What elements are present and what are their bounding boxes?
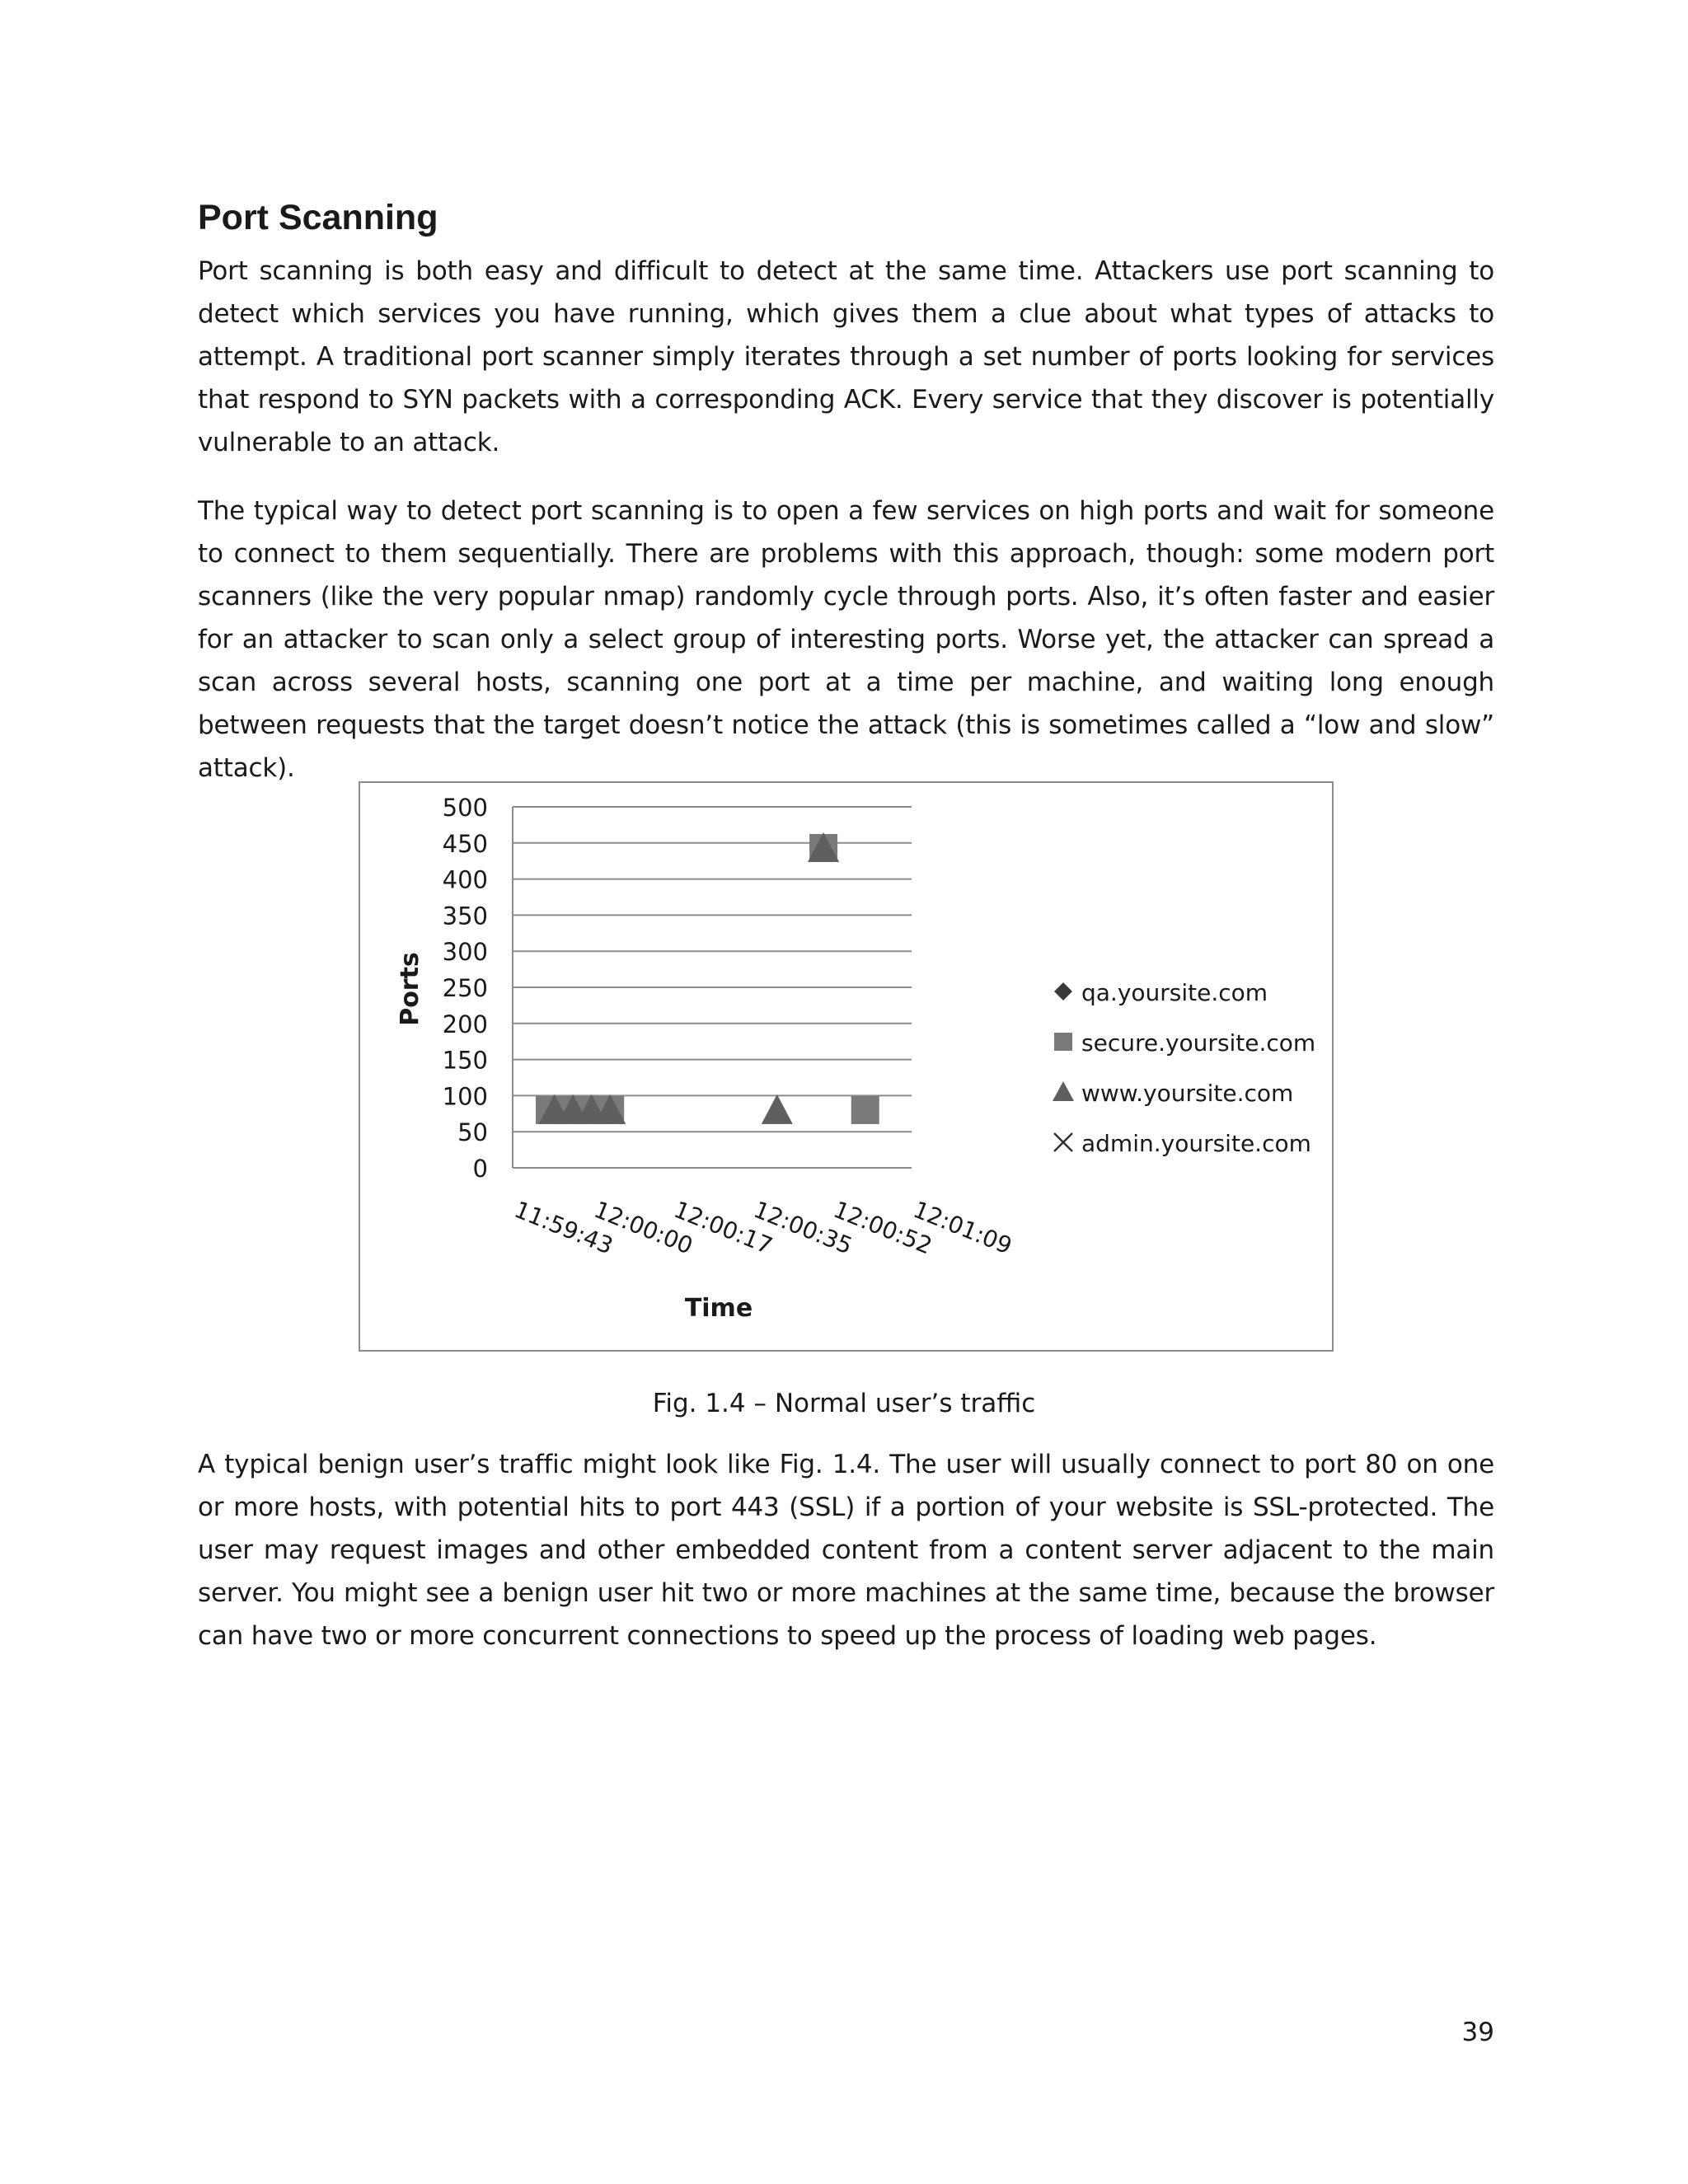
paragraph-3: A typical benign user’s traffic might look like Fig. 1.4. The user will usually connect to port 80 on one or more hosts, with potential hits to port 443 (SSL) if a portion of your website is SSL-protected. The user may request images and other embedded content from a content server adjacent to the main server. You might see a benign user hit two or more machines at the same time, because the browser can have two or more concurrent connections to speed up the process of loading web pages. [198,1450,1494,1651]
y-tick-label: 150 [442,1046,488,1075]
y-tick-label: 300 [442,938,488,967]
legend-triangle-icon [1053,1081,1074,1101]
legend-x-icon [1054,1133,1072,1151]
x-tick-label: 12:00:00 [590,1195,697,1260]
y-tick-label: 50 [457,1118,488,1147]
legend-diamond-icon [1054,982,1072,1001]
y-tick-label: 0 [472,1155,488,1183]
legend-label: qa.yoursite.com [1081,979,1268,1006]
paragraph-1: Port scanning is both easy and difficult to detect at the same time. Attackers use port scanning to detect which services you have running, which gives them a clue about what types of attacks to attempt. A traditional port scanner simply iterates through a set number of ports looking for services that respond to SYN packets with a corresponding ACK. Every service that they discover is potentially vulnerable to an attack. [198,256,1494,457]
page-number: 39 [1461,2018,1494,2047]
figure-frame [359,781,1334,1352]
x-tick-label: 12:00:35 [749,1195,856,1260]
legend-label: www.yoursite.com [1081,1080,1294,1107]
x-tick-label: 12:00:52 [829,1195,936,1260]
section-heading: Port Scanning [198,198,438,237]
x-tick-label: 12:01:09 [909,1195,1016,1260]
y-tick-label: 350 [442,902,488,930]
figure-caption: Fig. 1.4 – Normal user’s traffic [652,1389,1036,1418]
y-tick-label: 400 [442,865,488,894]
legend-label: secure.yoursite.com [1081,1029,1316,1057]
legend-label: admin.yoursite.com [1081,1130,1311,1157]
data-point-triangle [762,1094,793,1124]
x-tick-label: 11:59:43 [510,1195,617,1260]
y-tick-label: 100 [442,1082,488,1111]
x-tick-label: 12:00:17 [669,1195,776,1260]
y-tick-label: 200 [442,1010,488,1038]
y-axis-title: Ports [396,952,424,1026]
y-tick-label: 450 [442,829,488,858]
y-tick-label: 500 [442,794,488,822]
x-axis-title: Time [684,1294,753,1323]
data-point-square [851,1096,879,1124]
y-tick-label: 250 [442,974,488,1002]
legend-square-icon [1054,1033,1072,1051]
paragraph-2: The typical way to detect port scanning is to open a few services on high ports and wait for someone to connect to them sequentially. There are problems with this approach, though: some modern port scanners (like the very popular nmap) randomly cycle through ports. Also, it’s often faster and easier for an attacker to scan only a select group of interesting ports. Worse yet, the attacker can spread a scan across several hosts, scanning one port at a time per machine, and waiting long enough between requests that the target doesn’t notice the attack (this is sometimes called a “low and slow” attack). [198,496,1494,783]
traffic-scatter-chart [360,783,1332,1350]
